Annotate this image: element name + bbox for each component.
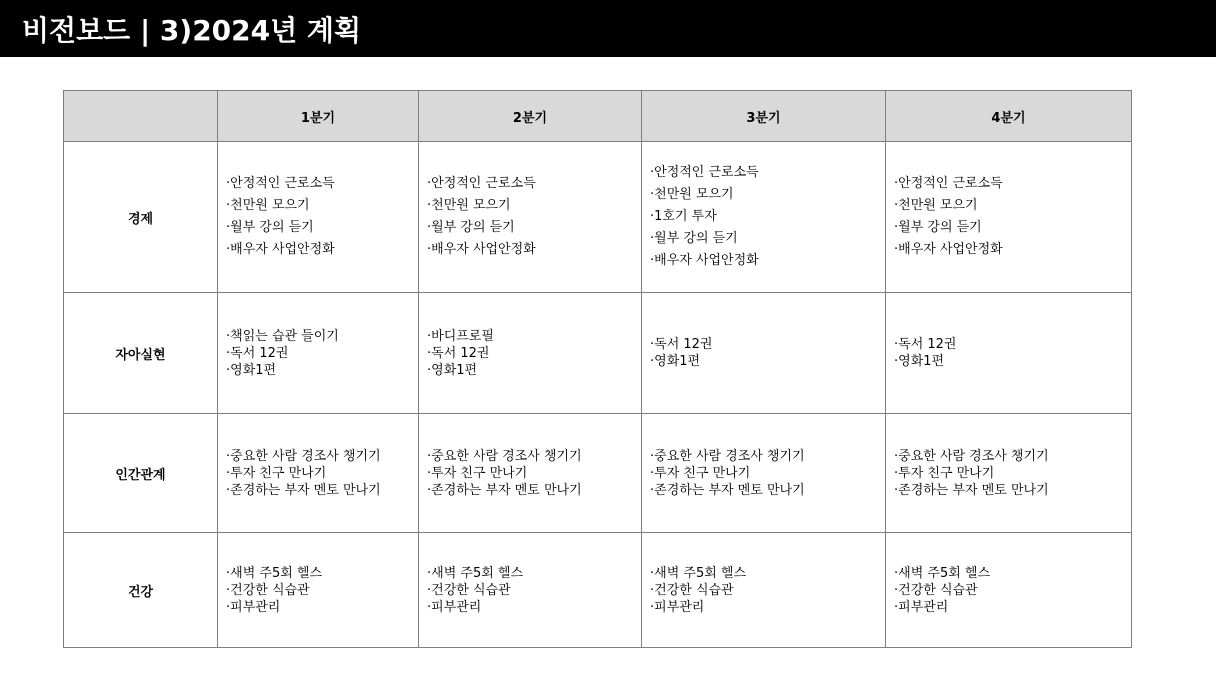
plan-cell <box>419 533 642 648</box>
plan-cell <box>419 293 642 414</box>
plan-cell <box>419 414 642 533</box>
plan-item: ·건강한 식습관 <box>650 582 734 598</box>
plan-item: ·독서 12권 <box>650 337 713 352</box>
plan-item: ·새벽 주5회 헬스 <box>226 565 323 581</box>
header-row <box>64 91 1132 142</box>
row-header-relationships: 인간관계 <box>64 414 218 533</box>
plan-item: ·영화1편 <box>427 362 478 378</box>
plan-item: ·월부 강의 듣기 <box>427 220 515 235</box>
table-row-self-realization <box>64 293 1132 414</box>
row-header-economy: 경제 <box>64 142 218 293</box>
plan-item: ·월부 강의 듣기 <box>650 231 738 246</box>
plan-item: ·배우자 사업안정화 <box>650 253 759 268</box>
plan-cell <box>218 414 419 533</box>
plan-item: ·영화1편 <box>226 362 277 378</box>
plan-cell <box>218 533 419 648</box>
column-header-q3: 3분기 <box>642 91 886 142</box>
plan-item: ·바디프로필 <box>427 328 494 344</box>
plan-item: ·중요한 사람 경조사 챙기기 <box>894 448 1049 464</box>
plan-cell <box>886 142 1132 293</box>
plan-cell <box>886 293 1132 414</box>
corner-cell <box>64 91 218 142</box>
column-header-q1: 1분기 <box>218 91 419 142</box>
plan-item: ·중요한 사람 경조사 챙기기 <box>226 448 381 464</box>
plan-item: ·존경하는 부자 멘토 만나기 <box>650 482 805 498</box>
plan-item: ·건강한 식습관 <box>427 582 511 598</box>
plan-item: ·배우자 사업안정화 <box>427 242 536 257</box>
page-title: 비전보드 | 3)2024년 계획 <box>22 14 362 47</box>
table-row-relationships <box>64 414 1132 533</box>
plan-item: ·독서 12권 <box>894 337 957 352</box>
column-header-q4: 4분기 <box>886 91 1132 142</box>
plan-item: ·천만원 모으기 <box>650 187 734 202</box>
plan-item: ·존경하는 부자 멘토 만나기 <box>427 482 582 498</box>
plan-item: ·월부 강의 듣기 <box>226 220 314 235</box>
title-bar <box>0 0 1216 57</box>
plan-item: ·안정적인 근로소득 <box>894 176 1003 191</box>
table-row-economy <box>64 142 1132 293</box>
plan-cell <box>218 142 419 293</box>
plan-item: ·영화1편 <box>650 354 701 369</box>
row-header-health: 건강 <box>64 533 218 648</box>
plan-item: ·안정적인 근로소득 <box>427 176 536 191</box>
plan-cell <box>886 533 1132 648</box>
plan-item: ·투자 친구 만나기 <box>650 465 751 481</box>
row-header-self-realization: 자아실현 <box>64 293 218 414</box>
plan-item: ·중요한 사람 경조사 챙기기 <box>650 448 805 464</box>
plan-item: ·안정적인 근로소득 <box>650 165 759 180</box>
plan-item: ·책읽는 습관 들이기 <box>226 328 339 344</box>
column-header-q2: 2분기 <box>419 91 642 142</box>
plan-item: ·투자 친구 만나기 <box>226 465 327 481</box>
plan-item: ·천만원 모으기 <box>894 198 978 213</box>
plan-item: ·배우자 사업안정화 <box>226 242 335 257</box>
plan-item: ·피부관리 <box>894 599 949 615</box>
plan-cell <box>218 293 419 414</box>
plan-item: ·새벽 주5회 헬스 <box>427 565 524 581</box>
plan-item: ·영화1편 <box>894 354 945 369</box>
plan-cell <box>642 142 886 293</box>
plan-item: ·월부 강의 듣기 <box>894 220 982 235</box>
plan-item: ·독서 12권 <box>226 345 289 361</box>
plan-item: ·건강한 식습관 <box>226 582 310 598</box>
plan-item: ·안정적인 근로소득 <box>226 176 335 191</box>
plan-body <box>64 142 1132 648</box>
plan-item: ·1호기 투자 <box>650 209 717 224</box>
plan-cell <box>419 142 642 293</box>
plan-cell <box>642 414 886 533</box>
plan-item: ·피부관리 <box>226 599 281 615</box>
plan-item: ·중요한 사람 경조사 챙기기 <box>427 448 582 464</box>
plan-item: ·천만원 모으기 <box>427 198 511 213</box>
plan-item: ·새벽 주5회 헬스 <box>894 565 991 581</box>
plan-item: ·새벽 주5회 헬스 <box>650 565 747 581</box>
plan-item: ·투자 친구 만나기 <box>894 465 995 481</box>
plan-item: ·천만원 모으기 <box>226 198 310 213</box>
plan-cell <box>642 533 886 648</box>
plan-item: ·독서 12권 <box>427 345 490 361</box>
plan-item: ·피부관리 <box>650 599 705 615</box>
plan-item: ·배우자 사업안정화 <box>894 242 1003 257</box>
plan-cell <box>886 414 1132 533</box>
table-row-health <box>64 533 1132 648</box>
plan-cell <box>642 293 886 414</box>
plan-item: ·존경하는 부자 멘토 만나기 <box>226 482 381 498</box>
plan-item: ·건강한 식습관 <box>894 582 978 598</box>
plan-item: ·투자 친구 만나기 <box>427 465 528 481</box>
plan-table <box>63 90 1132 648</box>
plan-item: ·피부관리 <box>427 599 482 615</box>
plan-item: ·존경하는 부자 멘토 만나기 <box>894 482 1049 498</box>
